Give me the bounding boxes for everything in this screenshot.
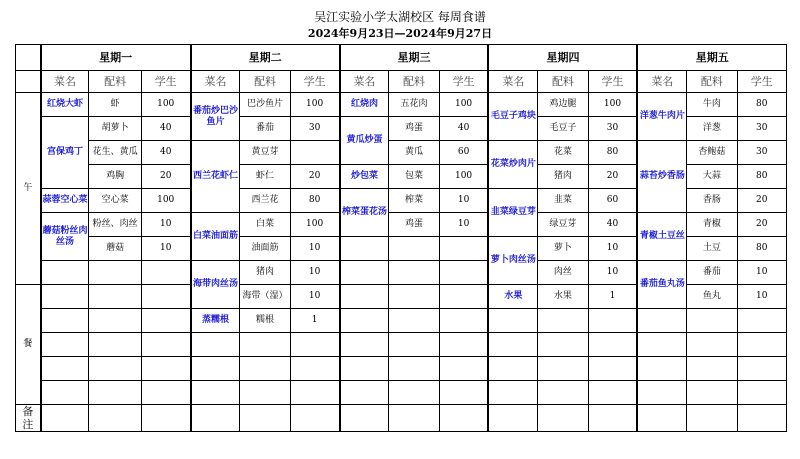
ingredient-cell: 番茄 [240,117,290,141]
student-qty-cell: 80 [737,93,786,117]
empty-dish-cell [488,333,537,357]
empty-dish-cell [41,285,89,309]
empty-qty-cell [588,333,637,357]
empty-dish-cell [488,357,537,381]
empty-dish-cell [637,381,686,405]
empty-qty-cell [737,309,786,333]
empty-dish-cell [488,381,537,405]
empty-ingredient-cell [89,405,141,432]
student-qty-cell: 80 [737,237,786,261]
empty-dish-cell [41,309,89,333]
ingredient-cell: 粉丝、肉丝 [89,213,141,237]
student-qty-cell: 10 [141,237,190,261]
col-header-dish: 菜名 [191,71,240,93]
dish-name: 红烧大虾 [41,93,89,117]
student-qty-cell: 20 [588,165,637,189]
empty-qty-cell [439,381,488,405]
empty-qty-cell [290,405,339,432]
dish-name: 榨菜蛋花汤 [340,189,389,237]
dish-name: 萝卜肉丝汤 [488,237,537,285]
empty-qty-cell [588,309,637,333]
col-header-dish: 菜名 [340,71,389,93]
ingredient-cell: 猪肉 [538,165,588,189]
empty-qty-cell [439,405,488,432]
dish-name: 蘑菇粉丝肉丝汤 [41,213,89,261]
empty-ingredient-cell [240,357,290,381]
empty-ingredient-cell [538,333,588,357]
dish-name: 青椒土豆丝 [637,213,686,261]
side-label-lunch-top: 午 [16,93,41,285]
ingredient-cell: 大蒜 [687,165,737,189]
day-header: 星期三 [340,45,489,71]
student-qty-cell: 60 [439,141,488,165]
empty-ingredient-cell [389,381,439,405]
empty-ingredient-cell [389,285,439,309]
empty-dish-cell [41,261,89,285]
ingredient-cell: 青椒 [687,213,737,237]
ingredient-cell: 虾 [89,93,141,117]
empty-ingredient-cell [240,333,290,357]
col-header-dish: 菜名 [41,71,89,93]
student-qty-cell: 80 [290,189,339,213]
empty-dish-cell [340,381,389,405]
empty-ingredient-cell [389,261,439,285]
empty-ingredient-cell [89,381,141,405]
empty-ingredient-cell [240,381,290,405]
side-header-blank [16,45,41,71]
col-header-student: 学生 [141,71,190,93]
ingredient-cell: 五花肉 [389,93,439,117]
empty-dish-cell [41,357,89,381]
empty-dish-cell [41,405,89,432]
ingredient-cell: 韭菜 [538,189,588,213]
empty-ingredient-cell [89,333,141,357]
student-qty-cell: 30 [737,141,786,165]
ingredient-cell: 虾仁 [240,165,290,189]
ingredient-cell: 萝卜 [538,237,588,261]
col-header-ingredient: 配料 [687,71,737,93]
student-qty-cell: 40 [141,141,190,165]
empty-ingredient-cell [89,309,141,333]
empty-ingredient-cell [538,405,588,432]
student-qty-cell: 100 [141,93,190,117]
dish-name: 番茄鱼丸汤 [637,261,686,309]
ingredient-cell: 鸡边腿 [538,93,588,117]
empty-qty-cell [141,285,190,309]
ingredient-cell: 空心菜 [89,189,141,213]
col-header-ingredient: 配料 [89,71,141,93]
dish-name: 红烧肉 [340,93,389,117]
student-qty-cell: 1 [290,309,339,333]
empty-ingredient-cell [89,285,141,309]
ingredient-cell: 西兰花 [240,189,290,213]
ingredient-cell: 海带（湿） [240,285,290,309]
ingredient-cell: 巴沙鱼片 [240,93,290,117]
student-qty-cell: 30 [588,117,637,141]
student-qty-cell: 100 [290,213,339,237]
empty-qty-cell [141,261,190,285]
student-qty-cell: 10 [290,261,339,285]
col-header-student: 学生 [737,71,786,93]
ingredient-cell: 番茄 [687,261,737,285]
empty-qty-cell [141,333,190,357]
col-header-dish: 菜名 [488,71,537,93]
ingredient-cell: 黄豆芽 [240,141,290,165]
empty-qty-cell [290,381,339,405]
student-qty-cell: 10 [588,261,637,285]
student-qty-cell: 20 [737,189,786,213]
empty-ingredient-cell [389,309,439,333]
dish-name: 蒜苔炒香肠 [637,141,686,213]
empty-qty-cell [141,381,190,405]
ingredient-cell: 花生、黄瓜 [89,141,141,165]
ingredient-cell: 胡萝卜 [89,117,141,141]
student-qty-cell: 1 [588,285,637,309]
ingredient-cell: 肉丝 [538,261,588,285]
student-qty-cell: 30 [290,117,339,141]
empty-dish-cell [41,381,89,405]
ingredient-cell: 牛肉 [687,93,737,117]
empty-ingredient-cell [687,309,737,333]
col-header-dish: 菜名 [637,71,686,93]
dish-name: 白菜油面筋 [191,213,240,261]
empty-ingredient-cell [89,357,141,381]
ingredient-cell: 榨菜 [389,189,439,213]
ingredient-cell: 蘑菇 [89,237,141,261]
dish-name: 水果 [488,285,537,309]
empty-dish-cell [637,357,686,381]
student-qty-cell: 100 [141,189,190,213]
day-header: 星期二 [191,45,340,71]
ingredient-cell: 土豆 [687,237,737,261]
ingredient-cell: 白菜 [240,213,290,237]
empty-dish-cell [488,405,537,432]
student-qty-cell: 80 [588,141,637,165]
dish-name: 黄瓜炒蛋 [340,117,389,165]
day-header: 星期五 [637,45,786,71]
student-qty-cell: 10 [737,285,786,309]
student-qty-cell: 40 [439,117,488,141]
student-qty-cell: 10 [141,213,190,237]
empty-dish-cell [340,333,389,357]
empty-dish-cell [191,357,240,381]
empty-dish-cell [340,285,389,309]
student-qty-cell: 10 [439,213,488,237]
student-qty-cell [290,141,339,165]
empty-dish-cell [637,309,686,333]
col-header-student: 学生 [439,71,488,93]
empty-ingredient-cell [240,405,290,432]
dish-name: 洋葱牛肉片 [637,93,686,141]
empty-qty-cell [290,357,339,381]
dish-name: 西兰花虾仁 [191,141,240,213]
empty-qty-cell [737,405,786,432]
empty-qty-cell [737,333,786,357]
weekly-menu-table [15,44,787,432]
col-header-student: 学生 [588,71,637,93]
ingredient-cell: 鱼丸 [687,285,737,309]
empty-dish-cell [41,333,89,357]
ingredient-cell: 洋葱 [687,117,737,141]
empty-qty-cell [141,309,190,333]
empty-ingredient-cell [538,357,588,381]
empty-qty-cell [439,261,488,285]
student-qty-cell: 20 [141,165,190,189]
student-qty-cell: 20 [737,213,786,237]
empty-qty-cell [439,285,488,309]
student-qty-cell: 100 [439,93,488,117]
menu-title: 吴江实验小学太湖校区 每周食谱 [314,10,486,24]
student-qty-cell: 100 [439,165,488,189]
empty-qty-cell [439,309,488,333]
date-range: 2024年9月23日—2024年9月27日 [307,27,493,40]
empty-ingredient-cell [687,405,737,432]
col-header-student: 学生 [290,71,339,93]
empty-ingredient-cell [389,237,439,261]
dish-name: 海带肉丝汤 [191,261,240,309]
empty-dish-cell [191,381,240,405]
ingredient-cell: 黄瓜 [389,141,439,165]
student-qty-cell: 100 [290,93,339,117]
empty-dish-cell [340,309,389,333]
ingredient-cell: 鸡蛋 [389,213,439,237]
empty-qty-cell [588,405,637,432]
student-qty-cell: 10 [588,237,637,261]
ingredient-cell: 杏鲍菇 [687,141,737,165]
ingredient-cell: 水果 [538,285,588,309]
ingredient-cell: 包菜 [389,165,439,189]
empty-qty-cell [439,357,488,381]
empty-dish-cell [637,405,686,432]
student-qty-cell: 20 [290,165,339,189]
ingredient-cell: 鸡胸 [89,165,141,189]
empty-ingredient-cell [389,405,439,432]
empty-ingredient-cell [538,381,588,405]
empty-dish-cell [191,333,240,357]
dish-name: 蒜蓉空心菜 [41,189,89,213]
student-qty-cell: 60 [588,189,637,213]
col-header-ingredient: 配料 [538,71,588,93]
empty-ingredient-cell [89,261,141,285]
empty-dish-cell [340,357,389,381]
dish-name: 宫保鸡丁 [41,117,89,189]
student-qty-cell: 10 [290,285,339,309]
student-qty-cell: 40 [141,117,190,141]
student-qty-cell: 10 [737,261,786,285]
dish-name: 毛豆子鸡块 [488,93,537,141]
student-qty-cell: 30 [737,117,786,141]
dish-name: 番茄炒巴沙鱼片 [191,93,240,141]
dish-name: 蒸糯根 [191,309,240,333]
student-qty-cell: 40 [588,213,637,237]
empty-ingredient-cell [538,309,588,333]
empty-qty-cell [439,237,488,261]
ingredient-cell: 香肠 [687,189,737,213]
side-label-note: 备 注 [16,405,41,432]
empty-ingredient-cell [687,333,737,357]
empty-dish-cell [340,237,389,261]
empty-dish-cell [340,261,389,285]
ingredient-cell: 花菜 [538,141,588,165]
dish-name: 花菜炒肉片 [488,141,537,189]
ingredient-cell: 糯根 [240,309,290,333]
empty-dish-cell [340,405,389,432]
student-qty-cell: 80 [737,165,786,189]
empty-qty-cell [141,405,190,432]
empty-qty-cell [290,333,339,357]
ingredient-cell: 油面筋 [240,237,290,261]
student-qty-cell: 100 [588,93,637,117]
ingredient-cell: 绿豆芽 [538,213,588,237]
empty-qty-cell [439,333,488,357]
col-header-ingredient: 配料 [240,71,290,93]
side-subheader-blank [16,71,41,93]
empty-dish-cell [637,333,686,357]
dish-name: 炒包菜 [340,165,389,189]
empty-qty-cell [141,357,190,381]
student-qty-cell: 10 [290,237,339,261]
empty-ingredient-cell [687,357,737,381]
day-header: 星期一 [41,45,191,71]
empty-qty-cell [588,381,637,405]
empty-ingredient-cell [687,381,737,405]
empty-qty-cell [737,357,786,381]
empty-qty-cell [737,381,786,405]
empty-ingredient-cell [389,357,439,381]
day-header: 星期四 [488,45,637,71]
ingredient-cell: 鸡蛋 [389,117,439,141]
dish-name: 韭菜绿豆芽 [488,189,537,237]
ingredient-cell: 猪肉 [240,261,290,285]
ingredient-cell: 毛豆子 [538,117,588,141]
empty-ingredient-cell [389,333,439,357]
col-header-ingredient: 配料 [389,71,439,93]
empty-dish-cell [191,405,240,432]
empty-dish-cell [488,309,537,333]
side-label-lunch-bottom: 餐 [16,285,41,405]
student-qty-cell: 10 [439,189,488,213]
empty-qty-cell [588,357,637,381]
